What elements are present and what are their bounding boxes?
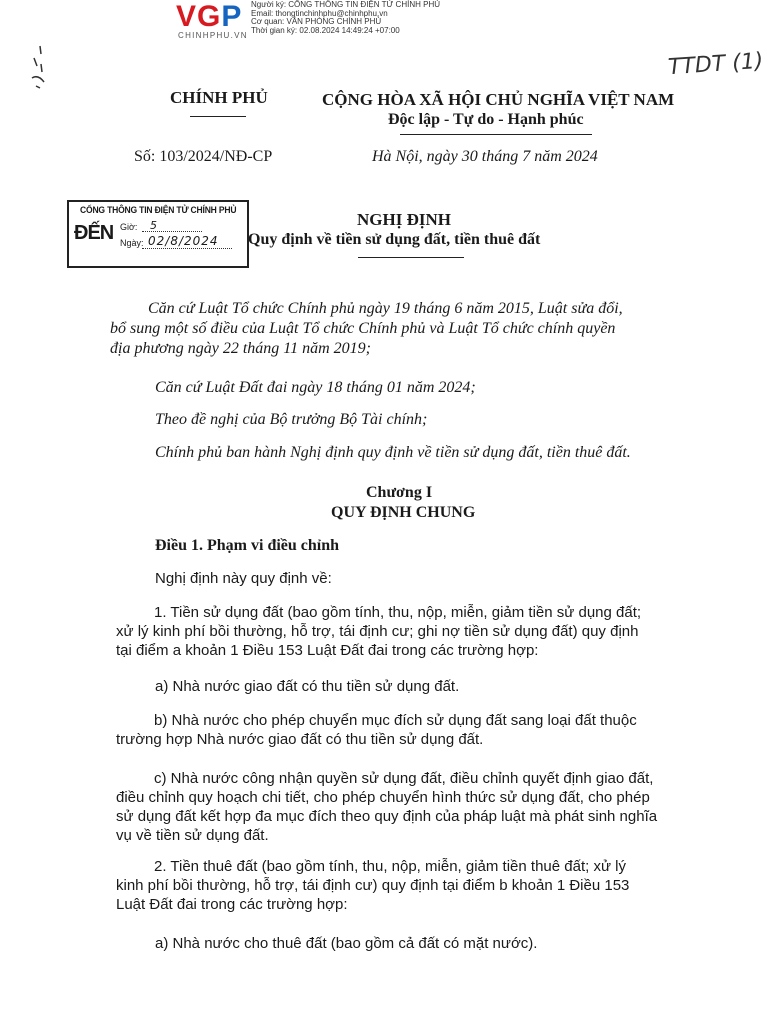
issuing-agency: CHÍNH PHỦ	[170, 88, 268, 107]
clause-2	[116, 857, 692, 914]
text-line: b) Nhà nước cho phép chuyển mục đích sử dụng đất sang loại đất thuộc	[154, 712, 637, 729]
point-1c	[116, 769, 692, 845]
digital-signature	[251, 1, 440, 35]
stamp-date-label: Ngày:	[120, 238, 144, 248]
chapter-title: QUY ĐỊNH CHUNG	[331, 504, 476, 521]
country-name: CỘNG HÒA XÃ HỘI CHỦ NGHĨA VIỆT NAM	[322, 90, 675, 109]
stamp-dotted-line	[142, 231, 202, 232]
article-heading: Điều 1. Phạm vi điều chỉnh	[155, 537, 340, 554]
stamp-den: ĐẾN	[74, 222, 114, 244]
signature-line: Người ký: CỔNG THÔNG TIN ĐIỆN TỬ CHÍNH PHỦ	[251, 0, 441, 9]
document-number: Số: 103/2024/NĐ-CP	[134, 148, 273, 165]
clause-1	[116, 603, 692, 660]
text-line: c) Nhà nước công nhận quyền sử dụng đất, điều chỉnh quyết định giao đất,	[154, 770, 654, 787]
text-line: Luật Đất đai trong các trường hợp:	[116, 896, 348, 913]
stamp-date-value: 02/8/2024	[148, 234, 219, 248]
text-line: kinh phí bồi thường, hỗ trợ, tái định cư) quy định tại điểm b khoản 1 Điều 153	[116, 877, 630, 894]
article-intro: Nghị định này quy định về:	[155, 570, 332, 587]
preamble-paragraph-2: Căn cứ Luật Đất đai ngày 18 tháng 01 năm 2024;	[155, 379, 476, 396]
logo-subtitle: CHINHPHU.VN	[178, 31, 248, 40]
text-line: địa phương ngày 22 tháng 11 năm 2019;	[110, 340, 371, 357]
decree-subtitle: Quy định về tiền sử dụng đất, tiền thuê đất	[248, 231, 541, 248]
text-line: sử dụng đất kết hợp đa mục đích theo quy định của pháp luật mà phát sinh nghĩa	[116, 808, 658, 825]
handwritten-note: TTDT (1)	[667, 48, 765, 81]
motto-underline	[400, 134, 592, 135]
text-line: xử lý kinh phí bồi thường, hỗ trợ, tái định cư; ghi nợ tiền sử dụng đất) quy định	[116, 623, 639, 640]
text-line: 1. Tiền sử dụng đất (bao gồm tính, thu, nộp, miễn, giảm tiền sử dụng đất;	[154, 604, 642, 621]
decree-title: NGHỊ ĐỊNH	[357, 210, 451, 229]
text-line: vụ về tiền sử dụng đất.	[116, 827, 269, 844]
text-line: bổ sung một số điều của Luật Tổ chức Chính phủ và Luật Tổ chức chính quyền	[110, 320, 616, 337]
place-date: Hà Nội, ngày 30 tháng 7 năm 2024	[372, 148, 598, 165]
text-line: Căn cứ Luật Tổ chức Chính phủ ngày 19 tháng 6 năm 2015, Luật sửa đổi,	[148, 300, 623, 317]
agency-underline	[190, 116, 246, 117]
stamp-time-label: Giờ:	[120, 222, 138, 232]
vgp-logo: VGP	[176, 0, 243, 33]
signature-line: Email: thongtinchinhphu@chinhphu.vn	[251, 8, 388, 18]
text-line: điều chỉnh quy hoạch chi tiết, cho phép chuyển hình thức sử dụng đất, cho phép	[116, 789, 650, 806]
chapter-number: Chương I	[366, 484, 433, 501]
point-2a: a) Nhà nước cho thuê đất (bao gồm cả đất có mặt nước).	[155, 935, 538, 952]
margin-scribble	[28, 44, 48, 94]
point-1b	[116, 711, 692, 749]
national-motto: Độc lập - Tự do - Hạnh phúc	[388, 111, 584, 128]
signature-line: Thời gian ký: 02.08.2024 14:49:24 +07:00	[251, 25, 400, 35]
text-line: 2. Tiền thuê đất (bao gồm tính, thu, nộp, miễn, giảm tiền thuê đất; xử lý	[154, 858, 626, 875]
stamp-dotted-line	[142, 248, 232, 249]
preamble-paragraph-3: Theo đề nghị của Bộ trưởng Bộ Tài chính;	[155, 411, 428, 428]
title-underline	[358, 257, 464, 258]
point-1a: a) Nhà nước giao đất có thu tiền sử dụng đất.	[155, 678, 460, 695]
text-line: trường hợp Nhà nước giao đất có thu tiền sử dụng đất.	[116, 731, 484, 748]
text-line: tại điểm a khoản 1 Điều 153 Luật Đất đai trong các trường hợp:	[116, 642, 539, 659]
preamble-paragraph-4: Chính phủ ban hành Nghị định quy định về tiền sử dụng đất, tiền thuê đất.	[155, 444, 631, 461]
stamp-time-value: 5	[150, 219, 157, 232]
stamp-title: CỔNG THÔNG TIN ĐIỆN TỬ CHÍNH PHỦ	[80, 205, 237, 215]
preamble-paragraph-1	[110, 299, 680, 359]
signature-line: Cơ quan: VĂN PHÒNG CHÍNH PHỦ	[251, 17, 382, 26]
